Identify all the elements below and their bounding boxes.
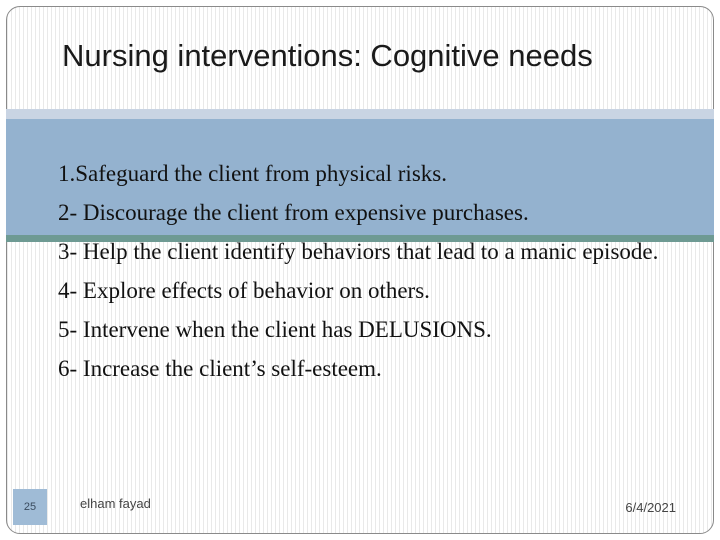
- slide-title: Nursing interventions: Cognitive needs: [62, 38, 593, 73]
- intervention-list: [58, 154, 698, 388]
- list-item: 2- Discourage the client from expensive purchases.: [58, 200, 529, 225]
- list-item: 4- Explore effects of behavior on others.: [58, 278, 430, 303]
- list-item: 6- Increase the client’s self-esteem.: [58, 356, 382, 381]
- header-band-light: [6, 109, 714, 119]
- page-number: 25: [13, 489, 47, 525]
- footer-date: 6/4/2021: [625, 500, 676, 515]
- footer-author: elham fayad: [80, 496, 151, 511]
- list-item: 1.Safeguard the client from physical risks.: [58, 161, 447, 186]
- list-item: 3- Help the client identify behaviors that lead to a manic episode.: [58, 239, 659, 264]
- list-item: 5- Intervene when the client has DELUSIONS.: [58, 317, 492, 342]
